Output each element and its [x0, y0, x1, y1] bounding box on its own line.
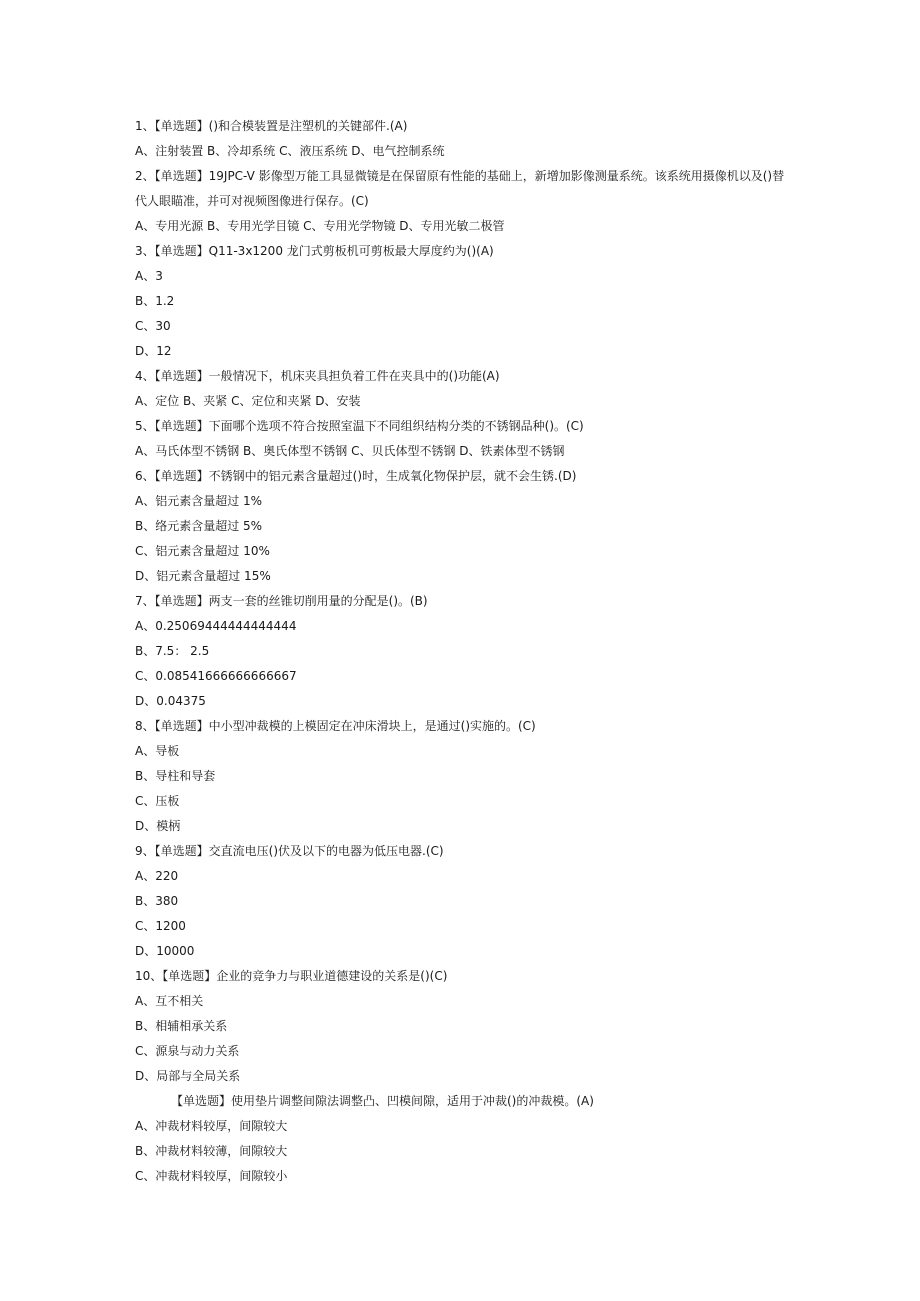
- question-text: 4、【单选题】一般情况下，机床夹具担负着工件在夹具中的()功能(A): [135, 369, 500, 383]
- question-text: 10、【单选题】企业的竞争力与职业道德建设的关系是()(C): [135, 969, 448, 983]
- answer-option: C、30: [135, 319, 171, 333]
- question-text: 【单选题】使用垫片调整间隙法调整凸、凹模间隙，适用于冲裁()的冲裁模。(A): [171, 1094, 594, 1108]
- answer-option: D、铝元素含量超过 15%: [135, 569, 271, 583]
- answer-option: B、7.5： 2.5: [135, 644, 210, 658]
- answer-option: A、互不相关: [135, 994, 204, 1008]
- answer-option: A、导板: [135, 744, 180, 758]
- question-text: 3、【单选题】Q11-3x1200 龙门式剪板机可剪板最大厚度约为()(A): [135, 244, 494, 258]
- question-text: 5、【单选题】下面哪个选项不符合按照室温下不同组织结构分类的不锈钢品种()。(C): [135, 419, 584, 433]
- answer-option: B、导柱和导套: [135, 769, 216, 783]
- answer-option: B、380: [135, 894, 179, 908]
- answer-option: B、络元素含量超过 5%: [135, 519, 263, 533]
- answer-option: D、局部与全局关系: [135, 1069, 241, 1083]
- answer-option: C、冲裁材料较厚，间隙较小: [135, 1169, 288, 1183]
- answer-option: C、压板: [135, 794, 180, 808]
- answer-option: D、模柄: [135, 819, 181, 833]
- answer-option: A、220: [135, 869, 179, 883]
- question-text: 2、【单选题】19JPC-V 影像型万能工具显微镜是在保留原有性能的基础上，新增加影像测量系统。该系统用摄像机以及()替代人眼瞄准，并可对视频图像进行保存。(C): [135, 169, 785, 208]
- answer-option: A、铝元素含量超过 1%: [135, 494, 263, 508]
- answer-option: D、12: [135, 344, 172, 358]
- answer-options: A、专用光源 B、专用光学目镜 C、专用光学物镜 D、专用光敏二极管: [135, 219, 505, 233]
- answer-options: A、马氏体型不锈钢 B、奥氏体型不锈钢 C、贝氏体型不锈钢 D、铁素体型不锈钢: [135, 444, 565, 458]
- question-text: 6、【单选题】不锈钢中的铝元素含量超过()时，生成氧化物保护层，就不会生锈.(D): [135, 469, 577, 483]
- answer-options: A、注射装置 B、冷却系统 C、液压系统 D、电气控制系统: [135, 144, 445, 158]
- answer-option: A、3: [135, 269, 163, 283]
- question-text: 1、【单选题】()和合模装置是注塑机的关键部件.(A): [135, 119, 408, 133]
- answer-option: D、10000: [135, 944, 195, 958]
- question-list: [135, 114, 795, 1189]
- answer-options: A、定位 B、夹紧 C、定位和夹紧 D、安装: [135, 394, 361, 408]
- answer-option: B、冲裁材料较薄，间隙较大: [135, 1144, 288, 1158]
- answer-option: D、0.04375: [135, 694, 206, 708]
- answer-option: C、0.08541666666666667: [135, 669, 297, 683]
- answer-option: C、1200: [135, 919, 186, 933]
- answer-option: A、0.25069444444444444: [135, 619, 297, 633]
- answer-option: C、源泉与动力关系: [135, 1044, 240, 1058]
- question-text: 9、【单选题】交直流电压()伏及以下的电器为低压电器.(C): [135, 844, 444, 858]
- answer-option: B、相辅相承关系: [135, 1019, 228, 1033]
- answer-option: A、冲裁材料较厚，间隙较大: [135, 1119, 288, 1133]
- question-text: 8、【单选题】中小型冲裁模的上模固定在冲床滑块上，是通过()实施的。(C): [135, 719, 536, 733]
- question-text: 7、【单选题】两支一套的丝锥切削用量的分配是()。(B): [135, 594, 428, 608]
- answer-option: C、铝元素含量超过 10%: [135, 544, 270, 558]
- answer-option: B、1.2: [135, 294, 175, 308]
